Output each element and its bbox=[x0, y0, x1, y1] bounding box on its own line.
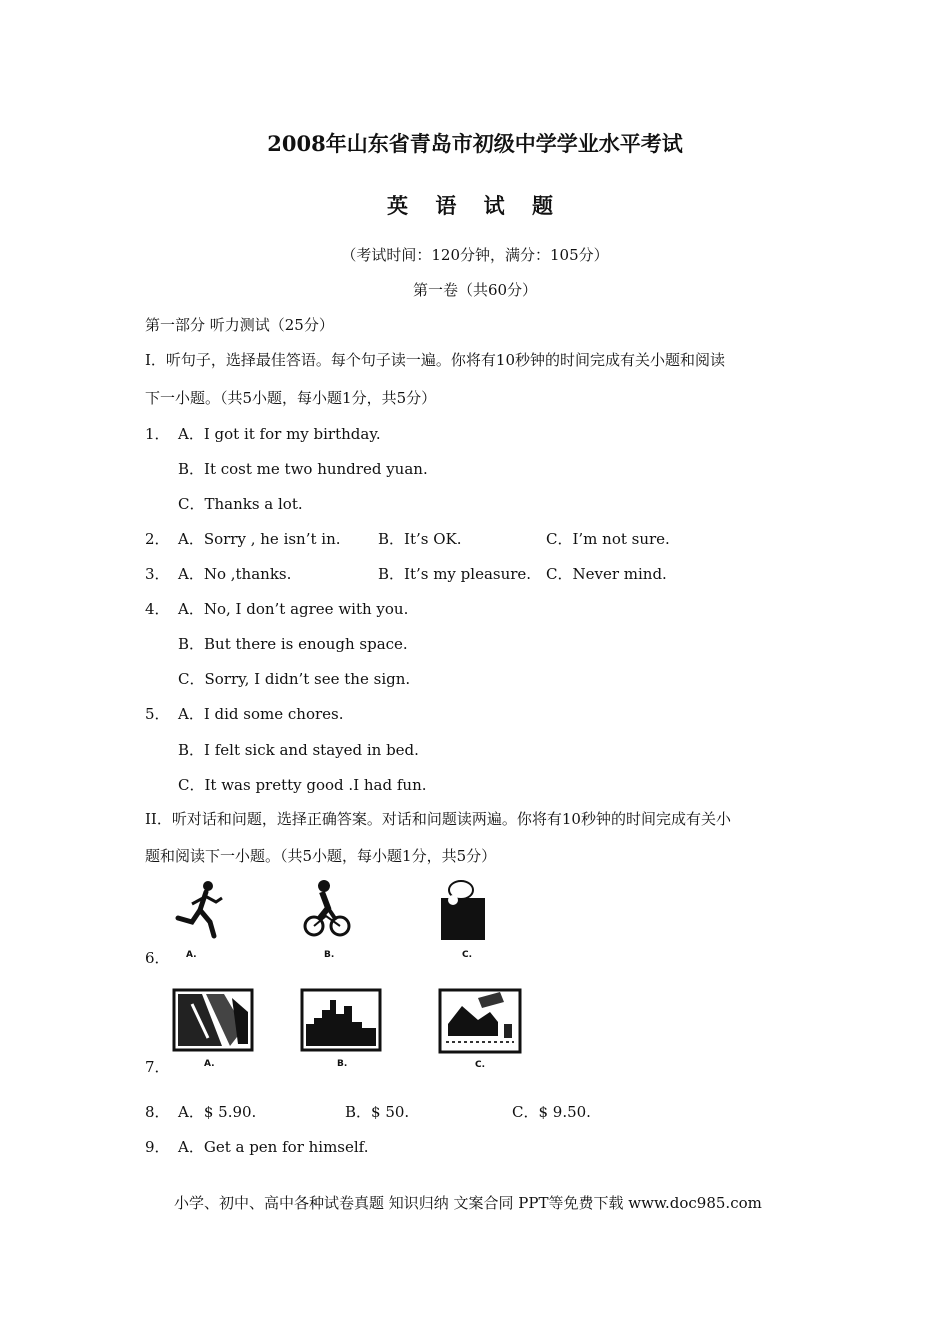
exam-info: （考试时间：120分钟，满分：105分） bbox=[341, 246, 609, 264]
question-number: 8． bbox=[145, 1103, 170, 1121]
section1-instruction-line2: 下一小题。（共5小题，每小题1分，共5分） bbox=[145, 389, 437, 407]
option-c: C．$ 9.50. bbox=[512, 1103, 591, 1121]
footer-text: 小学、初中、高中各种试卷真题 知识归纳 文案合同 PPT等免费下载 www.doc985.com bbox=[174, 1194, 762, 1212]
question-number: 3． bbox=[145, 565, 170, 583]
option-c: C．I’m not sure. bbox=[546, 530, 670, 548]
question-number: 9． bbox=[145, 1138, 170, 1156]
option-b: B．It’s OK. bbox=[378, 530, 462, 548]
question-number: 1． bbox=[145, 425, 170, 443]
option-a: A．I did some chores. bbox=[178, 705, 344, 723]
section2-instruction-line1: II．听对话和问题，选择正确答案。对话和问题读两遍。你将有10秒钟的时间完成有关小 bbox=[145, 810, 731, 828]
option-b: B．But there is enough space. bbox=[178, 635, 408, 653]
city-skyline-icon bbox=[300, 988, 382, 1052]
question-number: 6． bbox=[145, 949, 170, 967]
cyclist-icon bbox=[300, 878, 355, 943]
exam-subtitle: 英 语 试 题 bbox=[387, 193, 563, 218]
option-label: B. bbox=[337, 1059, 348, 1069]
question-number: 4． bbox=[145, 600, 170, 618]
street-scene-icon bbox=[172, 988, 254, 1052]
option-label: A. bbox=[204, 1059, 215, 1069]
option-c: C．Never mind. bbox=[546, 565, 667, 583]
option-c: C．It was pretty good .I had fun. bbox=[178, 776, 427, 794]
option-a: A．No, I don’t agree with you. bbox=[178, 600, 409, 618]
runner-icon bbox=[170, 878, 230, 943]
option-label: C. bbox=[462, 950, 473, 960]
option-b: B．$ 50. bbox=[345, 1103, 410, 1121]
option-label: A. bbox=[186, 950, 197, 960]
swimmer-icon bbox=[435, 878, 490, 943]
option-a: A．Get a pen for himself. bbox=[178, 1138, 369, 1156]
part1-heading: 第一部分 听力测试（25分） bbox=[145, 316, 334, 334]
section1-instruction-line1: I．听句子，选择最佳答语。每个句子读一遍。你将有10秒钟的时间完成有关小题和阅读 bbox=[145, 351, 726, 369]
option-a: A．No ,thanks. bbox=[178, 565, 292, 583]
question-number: 7． bbox=[145, 1058, 170, 1076]
option-b: B．It cost me two hundred yuan. bbox=[178, 460, 428, 478]
question-number: 2． bbox=[145, 530, 170, 548]
option-label: B. bbox=[324, 950, 335, 960]
option-b: B．I felt sick and stayed in bed. bbox=[178, 741, 419, 759]
countryside-icon bbox=[438, 988, 522, 1054]
section2-instruction-line2: 题和阅读下一小题。（共5小题，每小题1分，共5分） bbox=[145, 847, 497, 865]
option-label: C. bbox=[475, 1060, 486, 1070]
option-a: A．I got it for my birthday. bbox=[178, 425, 381, 443]
option-a: A．$ 5.90. bbox=[178, 1103, 257, 1121]
exam-title: 2008年山东省青岛市初级中学学业水平考试 bbox=[267, 131, 683, 156]
volume-heading: 第一卷（共60分） bbox=[412, 281, 538, 299]
option-b: B．It’s my pleasure. bbox=[378, 565, 532, 583]
option-c: C．Thanks a lot. bbox=[178, 495, 303, 513]
option-c: C．Sorry, I didn’t see the sign. bbox=[178, 670, 411, 688]
option-a: A．Sorry , he isn’t in. bbox=[178, 530, 341, 548]
question-number: 5． bbox=[145, 705, 170, 723]
